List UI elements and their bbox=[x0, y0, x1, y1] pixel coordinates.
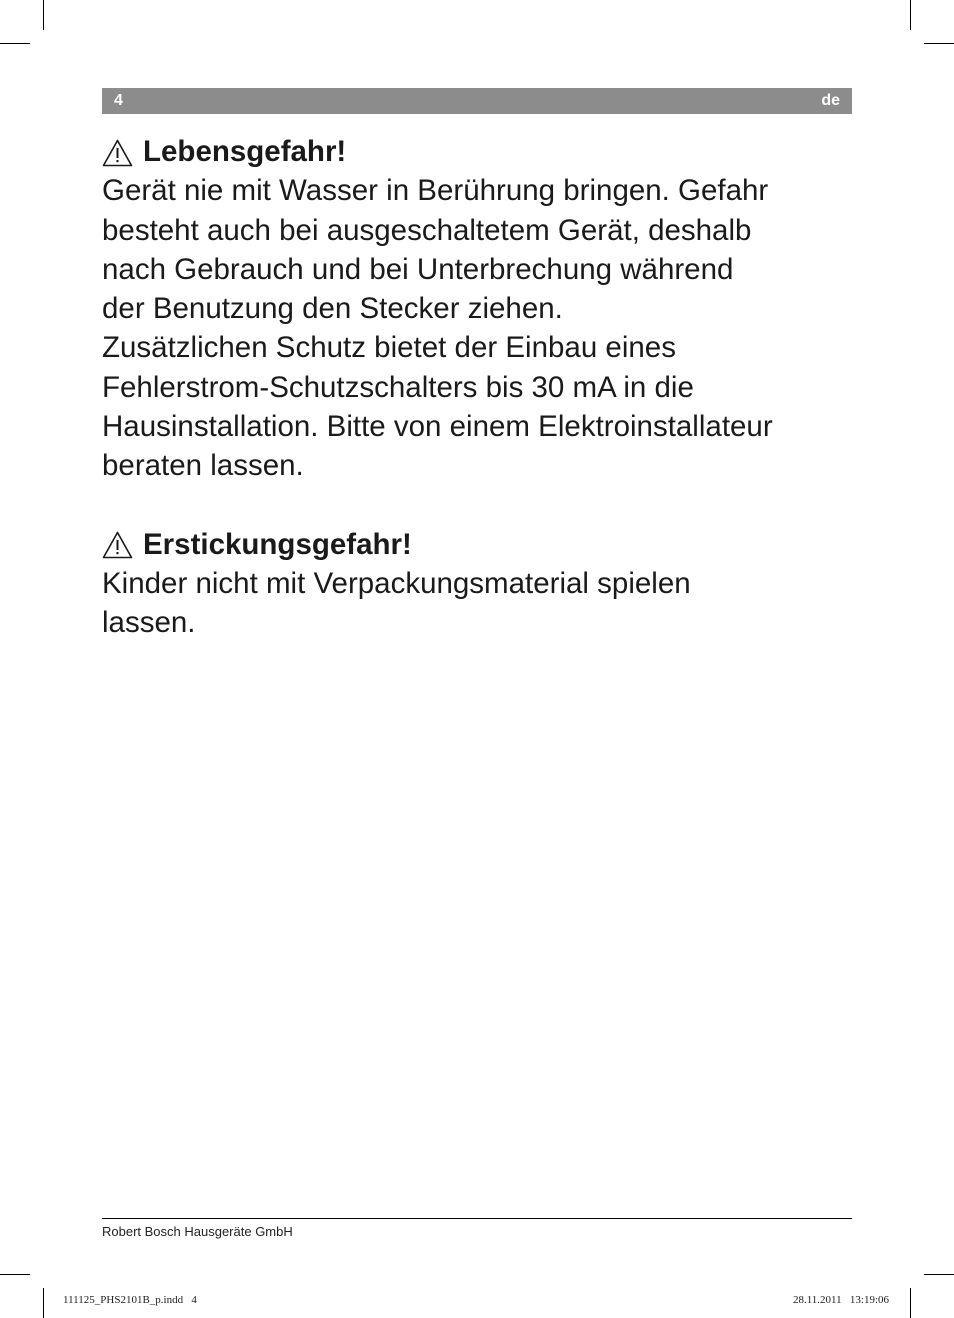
text-line: lassen. bbox=[102, 606, 196, 640]
text-line: Kinder nicht mit Verpackungsmaterial spielen bbox=[102, 566, 691, 600]
print-slug-datetime: 28.11.2011 13:19:06 bbox=[792, 1294, 889, 1306]
warning-text bbox=[102, 564, 872, 643]
warning-title bbox=[102, 525, 872, 564]
crop-mark bbox=[910, 1288, 911, 1318]
warning-title bbox=[102, 132, 872, 171]
crop-mark bbox=[910, 0, 911, 30]
warning-triangle-icon bbox=[102, 139, 133, 167]
text-line: Hausinstallation. Bitte von einem Elektroinstallateur bbox=[102, 410, 773, 444]
crop-mark bbox=[0, 43, 30, 44]
crop-mark bbox=[0, 1274, 30, 1275]
crop-mark bbox=[924, 1274, 954, 1275]
warning-triangle-icon bbox=[102, 531, 133, 559]
main-content bbox=[102, 132, 872, 643]
crop-mark bbox=[924, 43, 954, 44]
text-line: Zusätzlichen Schutz bietet der Einbau eines bbox=[102, 331, 676, 365]
text-line: beraten lassen. bbox=[102, 449, 304, 483]
footer-company-name: Robert Bosch Hausgeräte GmbH bbox=[102, 1224, 293, 1239]
warning-text bbox=[102, 171, 872, 485]
warning-block-electric bbox=[102, 132, 872, 486]
text-line: Fehlerstrom-Schutzschalters bis 30 mA in die bbox=[102, 370, 694, 404]
page-number: 4 bbox=[114, 92, 123, 109]
warning-title-text: Lebensgefahr! bbox=[143, 135, 347, 168]
text-line: Gerät nie mit Wasser in Berührung bringen. Gefahr bbox=[102, 174, 769, 208]
text-line: der Benutzung den Stecker ziehen. bbox=[102, 292, 563, 326]
text-line: nach Gebrauch und bei Unterbrechung während bbox=[102, 252, 734, 286]
crop-mark bbox=[43, 0, 44, 30]
print-slug-file: 111125_PHS2101B_p.indd 4 bbox=[63, 1294, 197, 1306]
language-code: de bbox=[821, 92, 840, 109]
text-line: besteht auch bei ausgeschaltetem Gerät, deshalb bbox=[102, 213, 752, 247]
page-header-bar bbox=[102, 88, 852, 114]
warning-title-text: Erstickungsgefahr! bbox=[143, 527, 412, 561]
crop-mark bbox=[43, 1288, 44, 1318]
footer-divider bbox=[102, 1218, 852, 1219]
warning-block-suffocation bbox=[102, 525, 872, 643]
